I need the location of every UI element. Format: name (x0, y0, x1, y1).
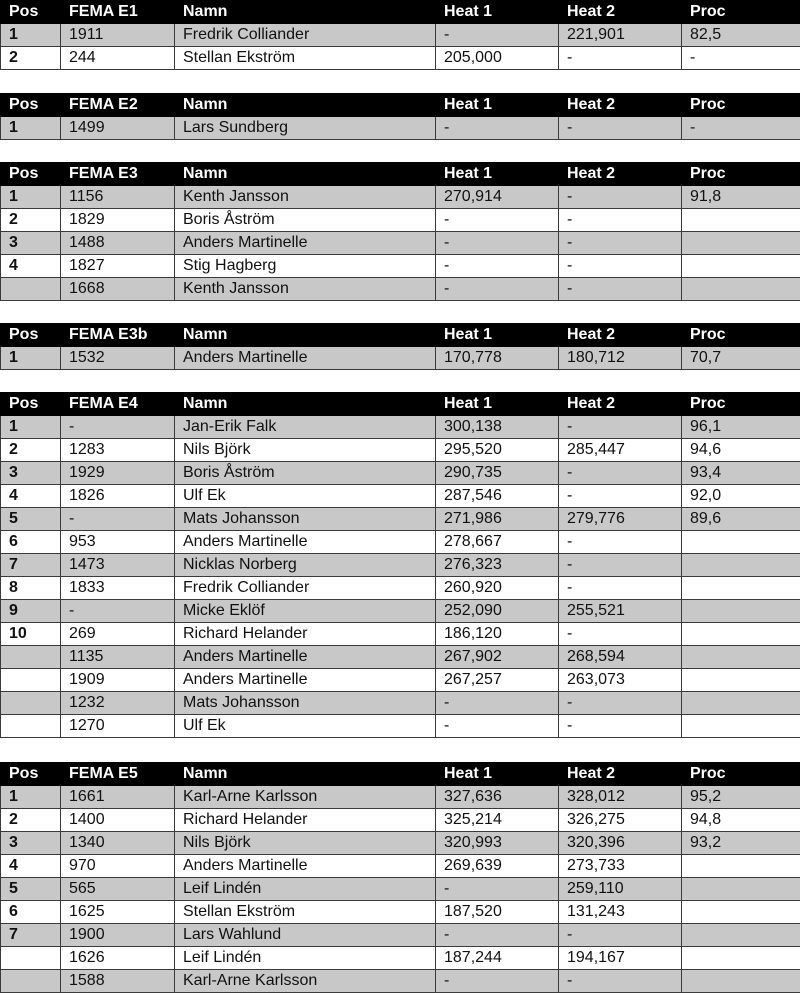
table-row (1, 855, 800, 878)
cell-percent: 89,6 (682, 508, 800, 531)
cell-percent: 91,8 (682, 186, 800, 209)
cell-pos: 1 (1, 186, 61, 209)
cell-heat-1: - (436, 970, 559, 993)
cell-pos: 3 (1, 462, 61, 485)
cell-pos: 3 (1, 232, 61, 255)
cell-pos: 7 (1, 554, 61, 577)
cell-pos (1, 715, 61, 738)
cell-name: Richard Helander (175, 623, 436, 646)
cell-heat-1: - (436, 117, 559, 140)
cell-name: Anders Martinelle (175, 646, 436, 669)
header-heat-2: Heat 2 (559, 324, 682, 347)
cell-fema-number: 1499 (61, 117, 175, 140)
table-row (1, 577, 800, 600)
cell-percent (682, 855, 800, 878)
cell-name: Jan-Erik Falk (175, 416, 436, 439)
cell-name: Nicklas Norberg (175, 554, 436, 577)
table-row (1, 24, 800, 47)
cell-name: Anders Martinelle (175, 347, 436, 370)
cell-percent: 70,7 (682, 347, 800, 370)
cell-name: Ulf Ek (175, 715, 436, 738)
cell-heat-2: - (559, 554, 682, 577)
header-fema-number: FEMA E3b (61, 324, 175, 347)
table-row (1, 117, 800, 140)
cell-heat-2: - (559, 416, 682, 439)
cell-heat-1: 267,902 (436, 646, 559, 669)
cell-heat-2: - (559, 209, 682, 232)
cell-pos: 8 (1, 577, 61, 600)
cell-heat-1: 267,257 (436, 669, 559, 692)
cell-pos (1, 692, 61, 715)
cell-heat-1: 260,920 (436, 577, 559, 600)
header-name: Namn (175, 1, 436, 24)
cell-fema-number: 1826 (61, 485, 175, 508)
cell-pos (1, 970, 61, 993)
cell-fema-number: 1833 (61, 577, 175, 600)
cell-heat-1: 187,244 (436, 947, 559, 970)
cell-heat-2: 255,521 (559, 600, 682, 623)
cell-percent: - (682, 117, 800, 140)
header-percent: Proc (682, 393, 800, 416)
cell-percent (682, 669, 800, 692)
cell-fema-number: 1156 (61, 186, 175, 209)
header-pos: Pos (1, 763, 61, 786)
cell-name: Boris Åström (175, 209, 436, 232)
cell-heat-1: 276,323 (436, 554, 559, 577)
cell-name: Anders Martinelle (175, 855, 436, 878)
cell-heat-2: 221,901 (559, 24, 682, 47)
cell-percent (682, 692, 800, 715)
cell-fema-number: 1626 (61, 947, 175, 970)
cell-name: Fredrik Colliander (175, 24, 436, 47)
cell-name: Leif Lindén (175, 878, 436, 901)
cell-heat-2: - (559, 692, 682, 715)
table-row (1, 186, 800, 209)
cell-pos (1, 947, 61, 970)
cell-heat-2: - (559, 970, 682, 993)
cell-heat-1: - (436, 924, 559, 947)
cell-name: Nils Björk (175, 439, 436, 462)
cell-percent (682, 970, 800, 993)
cell-percent (682, 646, 800, 669)
table-row (1, 600, 800, 623)
table-row (1, 809, 800, 832)
cell-name: Kenth Jansson (175, 278, 436, 301)
cell-fema-number: 953 (61, 531, 175, 554)
cell-heat-2: - (559, 715, 682, 738)
cell-heat-2: - (559, 577, 682, 600)
cell-percent (682, 947, 800, 970)
cell-heat-2: - (559, 186, 682, 209)
cell-percent (682, 623, 800, 646)
table-row (1, 970, 800, 993)
cell-heat-1: - (436, 692, 559, 715)
table-row (1, 209, 800, 232)
table-row (1, 232, 800, 255)
cell-pos: 2 (1, 809, 61, 832)
results-table-1 (0, 0, 800, 70)
cell-heat-2: - (559, 117, 682, 140)
header-fema-number: FEMA E4 (61, 393, 175, 416)
cell-heat-1: 325,214 (436, 809, 559, 832)
cell-heat-2: - (559, 462, 682, 485)
cell-percent: 94,6 (682, 439, 800, 462)
cell-heat-1: - (436, 209, 559, 232)
cell-pos: 2 (1, 47, 61, 70)
table-row (1, 47, 800, 70)
results-table-5 (0, 392, 800, 738)
cell-fema-number: 1340 (61, 832, 175, 855)
cell-name: Micke Eklöf (175, 600, 436, 623)
cell-percent (682, 715, 800, 738)
results-table-3 (0, 162, 800, 301)
table-row (1, 278, 800, 301)
cell-pos: 4 (1, 485, 61, 508)
cell-percent (682, 209, 800, 232)
header-row (1, 1, 800, 24)
cell-heat-2: 263,073 (559, 669, 682, 692)
cell-pos: 5 (1, 878, 61, 901)
cell-name: Mats Johansson (175, 508, 436, 531)
header-heat-1: Heat 1 (436, 94, 559, 117)
header-name: Namn (175, 763, 436, 786)
header-heat-2: Heat 2 (559, 1, 682, 24)
results-table-2 (0, 93, 800, 140)
cell-heat-1: 278,667 (436, 531, 559, 554)
table-row (1, 692, 800, 715)
cell-name: Nils Björk (175, 832, 436, 855)
cell-heat-1: 295,520 (436, 439, 559, 462)
cell-heat-1: 271,986 (436, 508, 559, 531)
cell-name: Anders Martinelle (175, 669, 436, 692)
table-row (1, 669, 800, 692)
cell-pos: 4 (1, 855, 61, 878)
cell-percent (682, 278, 800, 301)
cell-percent (682, 924, 800, 947)
cell-name: Lars Wahlund (175, 924, 436, 947)
header-name: Namn (175, 163, 436, 186)
header-percent: Proc (682, 94, 800, 117)
cell-percent (682, 577, 800, 600)
cell-percent (682, 531, 800, 554)
cell-percent (682, 255, 800, 278)
header-row (1, 393, 800, 416)
cell-heat-1: - (436, 878, 559, 901)
header-row (1, 94, 800, 117)
cell-heat-1: 205,000 (436, 47, 559, 70)
table-row (1, 715, 800, 738)
table-row (1, 508, 800, 531)
cell-heat-2: - (559, 485, 682, 508)
cell-name: Anders Martinelle (175, 232, 436, 255)
header-row (1, 163, 800, 186)
header-heat-1: Heat 1 (436, 1, 559, 24)
cell-pos: 2 (1, 439, 61, 462)
cell-heat-2: 285,447 (559, 439, 682, 462)
cell-heat-1: - (436, 715, 559, 738)
cell-pos: 6 (1, 901, 61, 924)
cell-fema-number: 1232 (61, 692, 175, 715)
header-heat-1: Heat 1 (436, 163, 559, 186)
cell-pos: 2 (1, 209, 61, 232)
cell-fema-number: 1900 (61, 924, 175, 947)
cell-percent: 94,8 (682, 809, 800, 832)
header-heat-2: Heat 2 (559, 393, 682, 416)
cell-name: Ulf Ek (175, 485, 436, 508)
cell-name: Anders Martinelle (175, 531, 436, 554)
cell-heat-2: - (559, 278, 682, 301)
cell-percent: 93,4 (682, 462, 800, 485)
cell-fema-number: 1909 (61, 669, 175, 692)
cell-name: Fredrik Colliander (175, 577, 436, 600)
cell-heat-1: 269,639 (436, 855, 559, 878)
header-percent: Proc (682, 763, 800, 786)
cell-percent: 95,2 (682, 786, 800, 809)
cell-heat-2: - (559, 232, 682, 255)
header-row (1, 324, 800, 347)
header-heat-1: Heat 1 (436, 324, 559, 347)
header-pos: Pos (1, 94, 61, 117)
cell-heat-2: - (559, 924, 682, 947)
cell-name: Karl-Arne Karlsson (175, 970, 436, 993)
cell-name: Kenth Jansson (175, 186, 436, 209)
cell-fema-number: 1661 (61, 786, 175, 809)
cell-fema-number: 1829 (61, 209, 175, 232)
header-fema-number: FEMA E3 (61, 163, 175, 186)
table-row (1, 554, 800, 577)
table-row (1, 531, 800, 554)
cell-heat-2: 326,275 (559, 809, 682, 832)
cell-pos (1, 669, 61, 692)
cell-heat-1: 270,914 (436, 186, 559, 209)
table-row (1, 832, 800, 855)
cell-name: Mats Johansson (175, 692, 436, 715)
cell-pos (1, 278, 61, 301)
cell-fema-number: 1911 (61, 24, 175, 47)
cell-heat-2: 180,712 (559, 347, 682, 370)
cell-pos: 4 (1, 255, 61, 278)
header-percent: Proc (682, 324, 800, 347)
cell-fema-number: 1270 (61, 715, 175, 738)
cell-fema-number: 565 (61, 878, 175, 901)
cell-heat-2: - (559, 255, 682, 278)
table-row (1, 485, 800, 508)
cell-heat-2: - (559, 47, 682, 70)
cell-fema-number: 244 (61, 47, 175, 70)
cell-pos: 7 (1, 924, 61, 947)
cell-heat-1: - (436, 278, 559, 301)
table-row (1, 255, 800, 278)
cell-fema-number: 1827 (61, 255, 175, 278)
header-pos: Pos (1, 1, 61, 24)
header-pos: Pos (1, 393, 61, 416)
cell-pos: 1 (1, 24, 61, 47)
cell-heat-1: - (436, 24, 559, 47)
cell-name: Lars Sundberg (175, 117, 436, 140)
header-heat-1: Heat 1 (436, 763, 559, 786)
cell-heat-1: 187,520 (436, 901, 559, 924)
cell-heat-1: 252,090 (436, 600, 559, 623)
header-heat-2: Heat 2 (559, 94, 682, 117)
cell-percent (682, 554, 800, 577)
cell-fema-number: 1400 (61, 809, 175, 832)
cell-percent (682, 901, 800, 924)
cell-pos: 1 (1, 786, 61, 809)
cell-fema-number: - (61, 416, 175, 439)
header-fema-number: FEMA E1 (61, 1, 175, 24)
cell-name: Boris Åström (175, 462, 436, 485)
cell-percent: 96,1 (682, 416, 800, 439)
header-percent: Proc (682, 1, 800, 24)
cell-percent (682, 232, 800, 255)
cell-heat-1: 327,636 (436, 786, 559, 809)
cell-heat-2: 273,733 (559, 855, 682, 878)
table-row (1, 416, 800, 439)
header-percent: Proc (682, 163, 800, 186)
cell-percent: 92,0 (682, 485, 800, 508)
cell-pos: 1 (1, 416, 61, 439)
cell-fema-number: 970 (61, 855, 175, 878)
cell-heat-2: 194,167 (559, 947, 682, 970)
cell-name: Leif Lindén (175, 947, 436, 970)
header-heat-1: Heat 1 (436, 393, 559, 416)
cell-fema-number: 1283 (61, 439, 175, 462)
cell-fema-number: - (61, 508, 175, 531)
cell-pos: 1 (1, 117, 61, 140)
cell-name: Stellan Ekström (175, 901, 436, 924)
table-row (1, 924, 800, 947)
cell-heat-1: 186,120 (436, 623, 559, 646)
table-row (1, 901, 800, 924)
header-fema-number: FEMA E2 (61, 94, 175, 117)
cell-fema-number: - (61, 600, 175, 623)
cell-fema-number: 1588 (61, 970, 175, 993)
header-heat-2: Heat 2 (559, 163, 682, 186)
cell-pos: 10 (1, 623, 61, 646)
cell-percent: 93,2 (682, 832, 800, 855)
cell-heat-1: 320,993 (436, 832, 559, 855)
cell-heat-2: - (559, 531, 682, 554)
header-pos: Pos (1, 163, 61, 186)
cell-pos: 6 (1, 531, 61, 554)
header-name: Namn (175, 324, 436, 347)
cell-heat-1: 300,138 (436, 416, 559, 439)
header-fema-number: FEMA E5 (61, 763, 175, 786)
cell-heat-2: 328,012 (559, 786, 682, 809)
cell-heat-1: 287,546 (436, 485, 559, 508)
cell-heat-2: 279,776 (559, 508, 682, 531)
cell-fema-number: 1668 (61, 278, 175, 301)
cell-percent (682, 600, 800, 623)
cell-percent: 82,5 (682, 24, 800, 47)
cell-heat-1: - (436, 232, 559, 255)
cell-pos: 9 (1, 600, 61, 623)
cell-percent (682, 878, 800, 901)
table-row (1, 646, 800, 669)
header-row (1, 763, 800, 786)
cell-pos: 1 (1, 347, 61, 370)
cell-heat-2: 131,243 (559, 901, 682, 924)
header-name: Namn (175, 393, 436, 416)
cell-heat-1: - (436, 255, 559, 278)
cell-fema-number: 1473 (61, 554, 175, 577)
cell-fema-number: 1135 (61, 646, 175, 669)
results-table-6 (0, 762, 800, 993)
cell-name: Stig Hagberg (175, 255, 436, 278)
table-row (1, 878, 800, 901)
cell-name: Stellan Ekström (175, 47, 436, 70)
cell-percent: - (682, 47, 800, 70)
cell-heat-1: 170,778 (436, 347, 559, 370)
table-row (1, 786, 800, 809)
table-row (1, 623, 800, 646)
cell-heat-2: 268,594 (559, 646, 682, 669)
cell-name: Karl-Arne Karlsson (175, 786, 436, 809)
cell-pos: 3 (1, 832, 61, 855)
cell-heat-2: - (559, 623, 682, 646)
table-row (1, 947, 800, 970)
table-row (1, 462, 800, 485)
cell-fema-number: 269 (61, 623, 175, 646)
cell-heat-1: 290,735 (436, 462, 559, 485)
cell-pos (1, 646, 61, 669)
cell-name: Richard Helander (175, 809, 436, 832)
cell-fema-number: 1625 (61, 901, 175, 924)
cell-fema-number: 1929 (61, 462, 175, 485)
table-row (1, 439, 800, 462)
header-heat-2: Heat 2 (559, 763, 682, 786)
cell-heat-2: 320,396 (559, 832, 682, 855)
cell-heat-2: 259,110 (559, 878, 682, 901)
cell-fema-number: 1532 (61, 347, 175, 370)
table-row (1, 347, 800, 370)
cell-fema-number: 1488 (61, 232, 175, 255)
cell-pos: 5 (1, 508, 61, 531)
results-table-4 (0, 323, 800, 370)
header-pos: Pos (1, 324, 61, 347)
header-name: Namn (175, 94, 436, 117)
